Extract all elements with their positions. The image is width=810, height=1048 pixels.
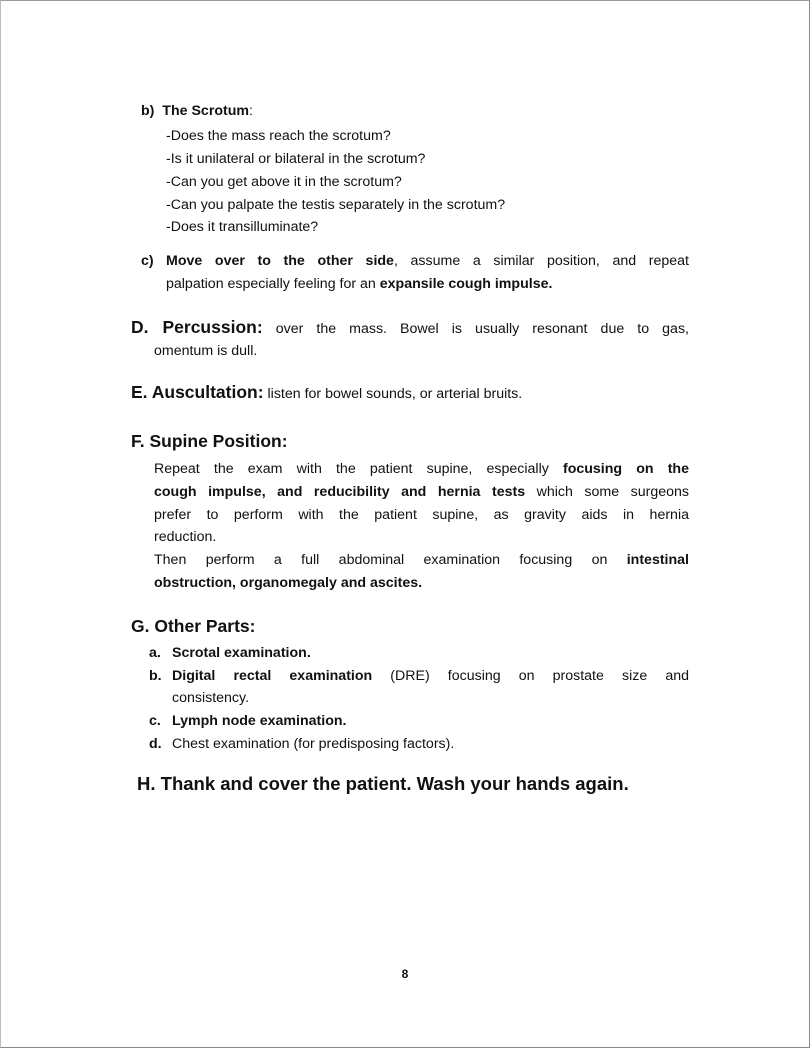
supine-line-6: obstruction, organomegaly and ascites. xyxy=(154,575,423,591)
list-item: -Can you get above it in the scrotum? xyxy=(166,174,402,190)
auscultation-heading: E. Auscultation: xyxy=(131,382,264,402)
scrotum-marker: b) xyxy=(141,103,155,119)
list-item: -Is it unilateral or bilateral in the scrotum? xyxy=(166,151,426,167)
list-item-cont: consistency. xyxy=(172,690,250,706)
list-item: -Does it transilluminate? xyxy=(166,219,319,235)
other-side-line-1: Move over to the other side, assume a similar position, and repeat xyxy=(166,253,689,269)
list-item-text: Lymph node examination. xyxy=(172,713,347,729)
percussion-line-2: omentum is dull. xyxy=(154,343,258,359)
list-item: c. xyxy=(149,713,161,729)
list-item: -Can you palpate the testis separately in the scrotum? xyxy=(166,197,506,213)
list-item: a. xyxy=(149,645,161,661)
scrotum-colon: : xyxy=(249,103,253,119)
list-item: b. xyxy=(149,668,162,684)
auscultation-paragraph: E. Auscultation: listen for bowel sounds, or arterial bruits. xyxy=(131,382,523,402)
list-item-text: Digital rectal examination (DRE) focusing on prostate size and xyxy=(172,668,689,684)
percussion-line-1: D. Percussion: over the mass. Bowel is usually resonant due to gas, xyxy=(131,317,689,337)
list-item-text: Chest examination (for predisposing factors). xyxy=(172,736,455,752)
closing-heading: H. Thank and cover the patient. Wash your hands again. xyxy=(137,773,629,794)
other-parts-heading: G. Other Parts: xyxy=(131,616,256,636)
scrotum-title: The Scrotum xyxy=(162,103,250,119)
supine-line-4: reduction. xyxy=(154,529,217,545)
supine-line-2: cough impulse, and reducibility and hernia tests which some surgeons xyxy=(154,484,689,500)
scrotum-heading xyxy=(141,101,253,121)
other-side-line-2: palpation especially feeling for an expansile cough impulse. xyxy=(166,276,553,292)
supine-line-3: prefer to perform with the patient supine, as gravity aids in hernia xyxy=(154,507,689,523)
other-side-marker: c) xyxy=(141,253,154,269)
supine-line-1: Repeat the exam with the patient supine, especially focusing on the xyxy=(154,461,689,477)
supine-heading: F. Supine Position: xyxy=(131,431,288,451)
list-item: d. xyxy=(149,736,162,752)
percussion-heading: D. Percussion: xyxy=(131,317,263,337)
supine-line-5: Then perform a full abdominal examination focusing on intestinal xyxy=(154,552,689,568)
list-item: -Does the mass reach the scrotum? xyxy=(166,128,391,144)
list-item-text: Scrotal examination. xyxy=(172,645,311,661)
page-number: 8 xyxy=(401,967,409,981)
